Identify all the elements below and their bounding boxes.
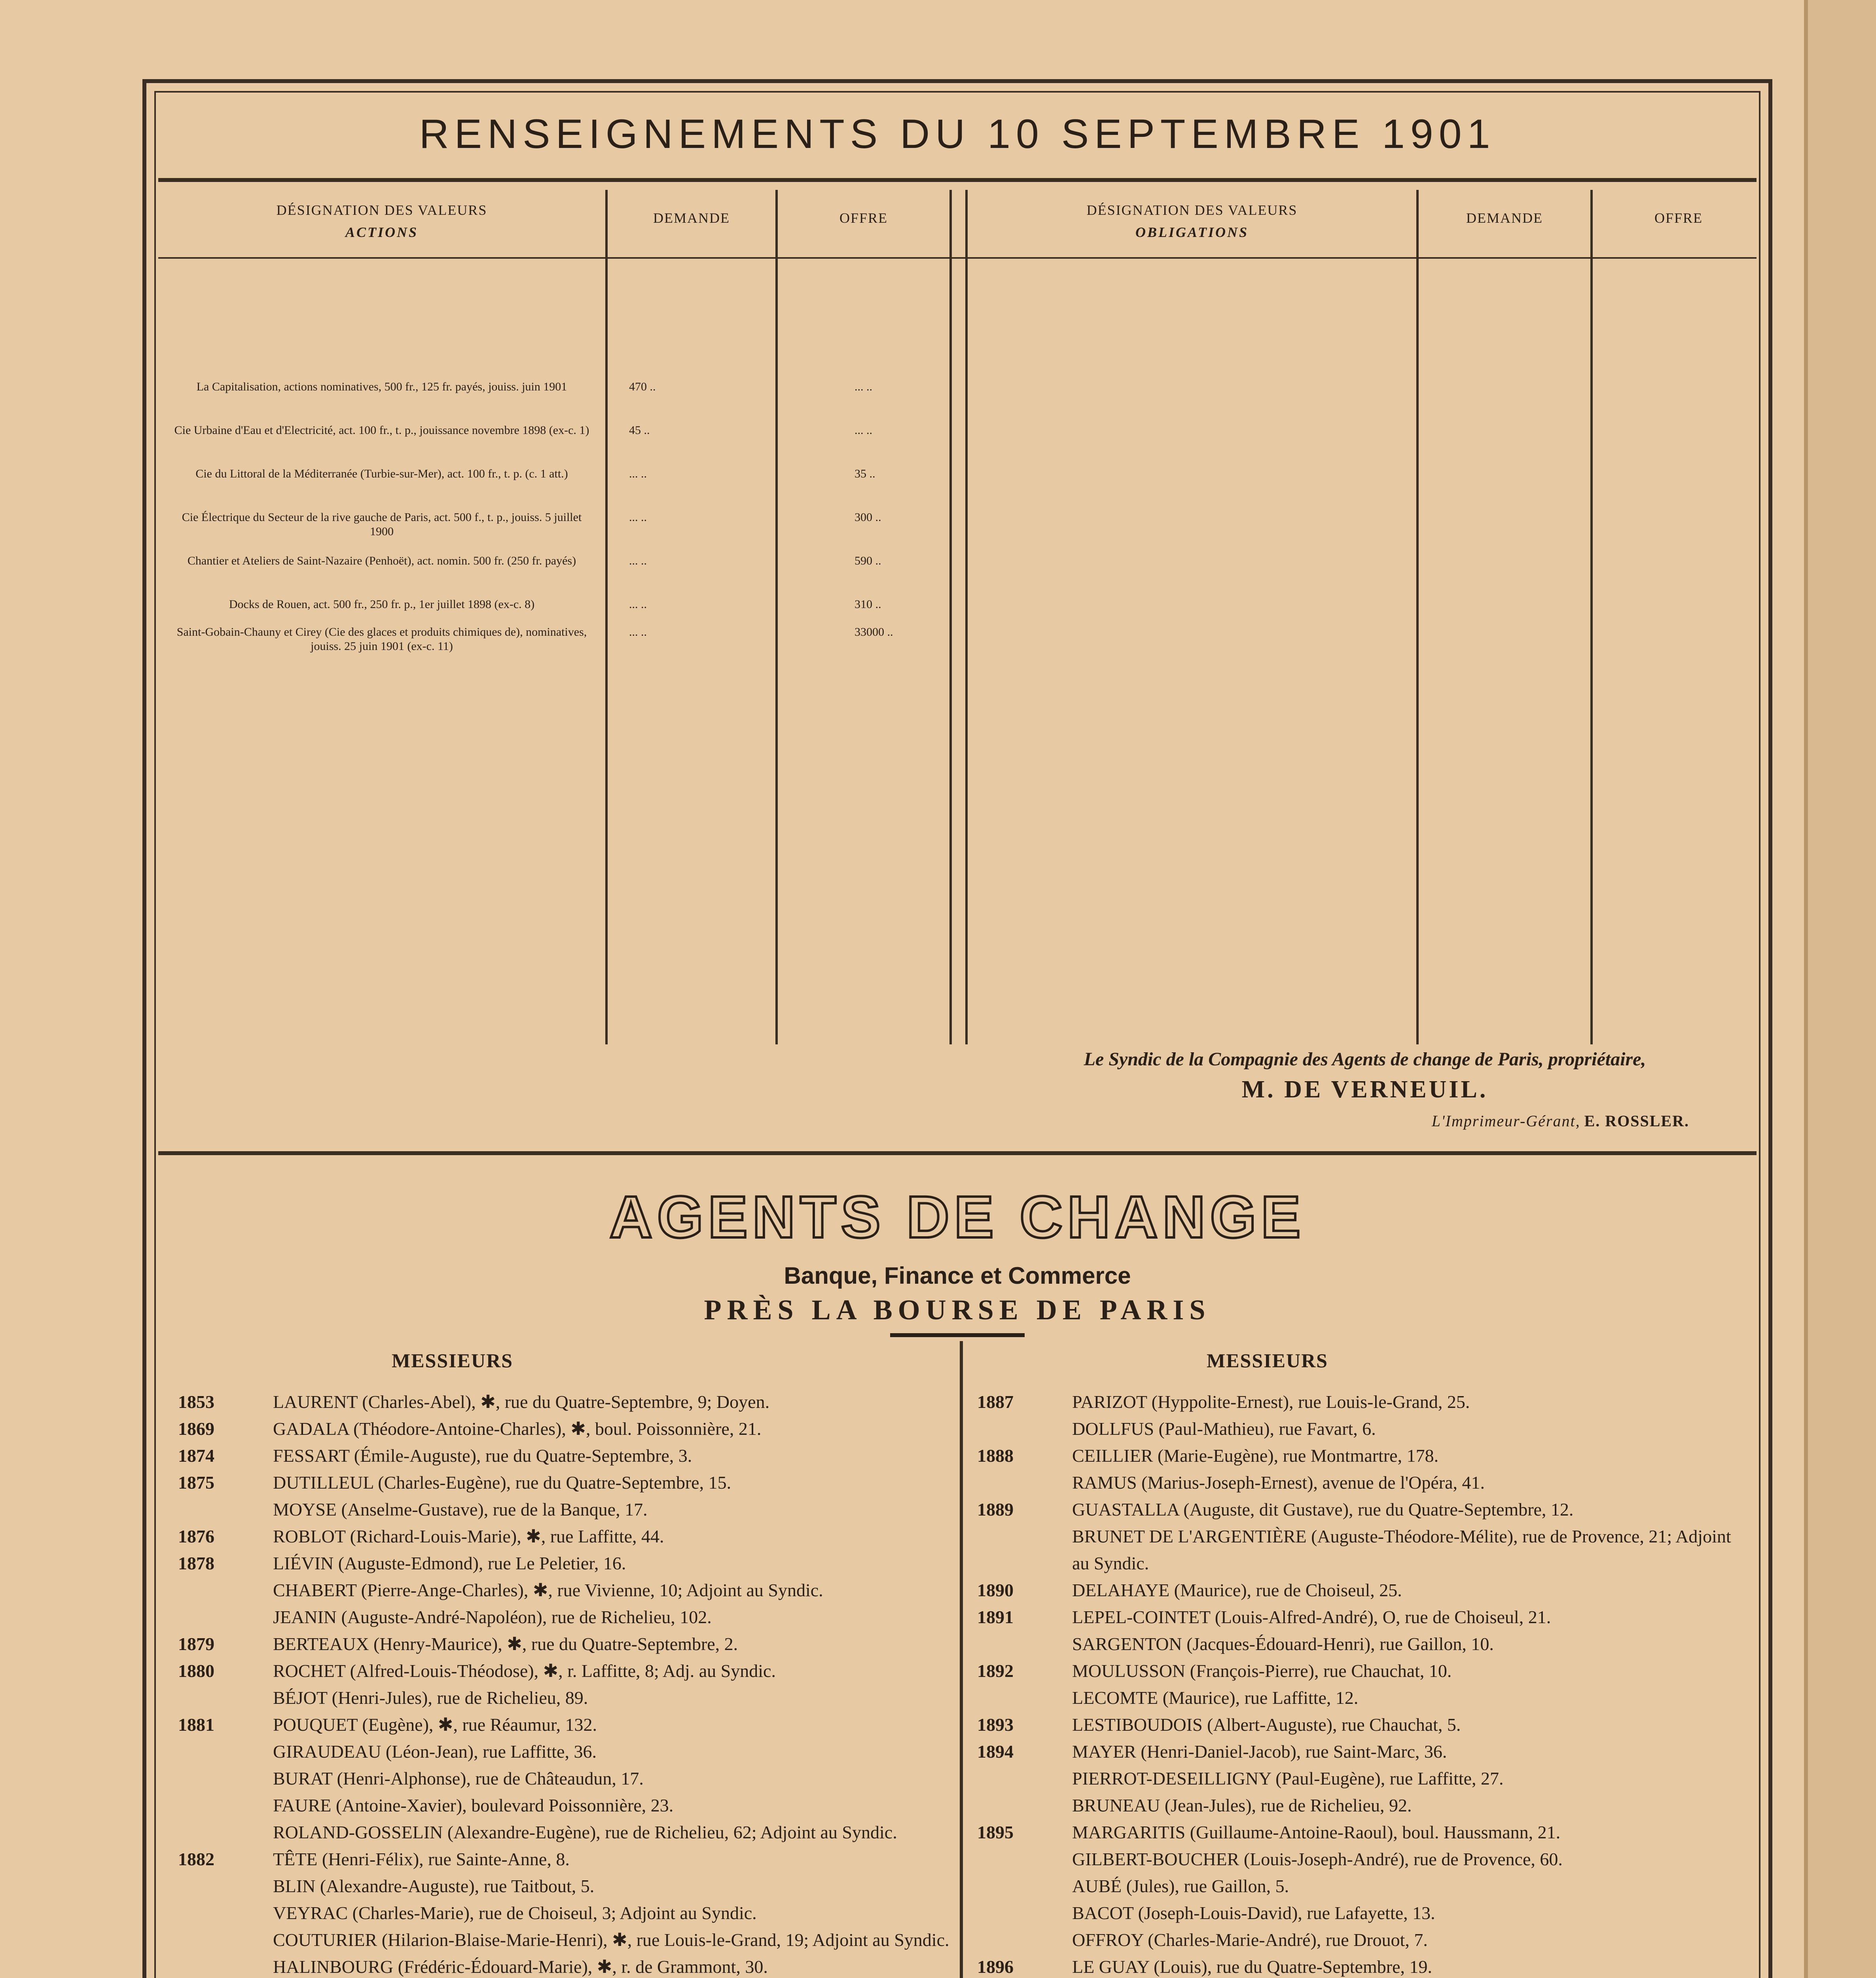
right-designation-header: DÉSIGNATION DES VALEURS OBLIGATIONS bbox=[1086, 202, 1298, 240]
list-item bbox=[977, 1846, 1753, 1873]
entry-year bbox=[178, 1684, 273, 1711]
entry-year: 1895 bbox=[977, 1822, 1014, 1842]
ornament-rule bbox=[890, 1333, 1025, 1337]
document-sheet bbox=[142, 79, 1772, 1978]
syndic-signature: Le Syndic de la Compagnie des Agents de change de Paris, propriétaire, M. DE VERNEUIL. bbox=[1084, 1049, 1646, 1103]
list-item bbox=[178, 1389, 953, 1415]
entry-year bbox=[178, 1765, 273, 1792]
entry-year bbox=[977, 1927, 1072, 1953]
messieurs-left: MESSIEURS bbox=[392, 1349, 513, 1372]
entry-text: BLIN (Alexandre-Auguste), rue Taitbout, 5. bbox=[273, 1876, 595, 1896]
list-item bbox=[977, 1819, 1753, 1846]
column-divider bbox=[775, 190, 778, 1044]
entry-year bbox=[977, 1846, 1072, 1873]
list-item bbox=[977, 1631, 1753, 1658]
entry-text: POUQUET (Eugène), ✱, rue Réaumur, 132. bbox=[273, 1715, 597, 1735]
entry-year: 1881 bbox=[178, 1715, 214, 1735]
entry-year bbox=[178, 1604, 273, 1631]
left-demande-header: DEMANDE bbox=[653, 210, 730, 226]
list-item bbox=[977, 1927, 1753, 1953]
list-item bbox=[178, 1873, 953, 1900]
entry-year: 1876 bbox=[178, 1526, 214, 1546]
entry-year bbox=[178, 1738, 273, 1765]
list-item bbox=[178, 1953, 953, 1978]
right-offre-header: OFFRE bbox=[1654, 210, 1703, 226]
entry-text: BACOT (Joseph-Louis-David), rue Lafayette, 13. bbox=[1072, 1903, 1435, 1923]
list-item bbox=[977, 1577, 1753, 1604]
list-item bbox=[178, 1792, 953, 1819]
entry-text: HALINBOURG (Frédéric-Édouard-Marie), ✱, r. de Grammont, 30. bbox=[273, 1957, 768, 1977]
entry-text: GIRAUDEAU (Léon-Jean), rue Laffitte, 36. bbox=[273, 1741, 597, 1762]
entry-text: BÉJOT (Henri-Jules), rue de Richelieu, 89. bbox=[273, 1688, 588, 1708]
entry-year bbox=[977, 1900, 1072, 1927]
column-divider bbox=[965, 190, 968, 1044]
column-divider bbox=[949, 190, 952, 1044]
header-underline bbox=[158, 257, 1757, 259]
entry-year: 1878 bbox=[178, 1553, 214, 1573]
entry-text: DOLLFUS (Paul-Mathieu), rue Favart, 6. bbox=[1072, 1419, 1376, 1439]
list-item bbox=[178, 1631, 953, 1658]
entry-text: FESSART (Émile-Auguste), rue du Quatre-Septembre, 3. bbox=[273, 1446, 692, 1466]
column-divider bbox=[960, 1341, 963, 1978]
list-item bbox=[977, 1604, 1753, 1631]
column-divider bbox=[1416, 190, 1419, 1044]
list-item bbox=[178, 1496, 953, 1523]
entry-text: MOYSE (Anselme-Gustave), rue de la Banque, 17. bbox=[273, 1499, 648, 1519]
list-item bbox=[178, 1658, 953, 1684]
divider bbox=[158, 178, 1757, 182]
entry-text: COUTURIER (Hilarion-Blaise-Marie-Henri), ✱, rue Louis-le-Grand, 19; Adjoint au Syndic. bbox=[273, 1930, 949, 1950]
agents-list-left bbox=[178, 1389, 953, 1978]
entry-year bbox=[178, 1873, 273, 1900]
list-item bbox=[977, 1496, 1753, 1523]
entry-text: DELAHAYE (Maurice), rue de Choiseul, 25. bbox=[1072, 1580, 1402, 1600]
list-item bbox=[178, 1819, 953, 1846]
entry-year bbox=[977, 1792, 1072, 1819]
entry-text: MAYER (Henri-Daniel-Jacob), rue Saint-Marc, 36. bbox=[1072, 1741, 1447, 1762]
entry-text: LESTIBOUDOIS (Albert-Auguste), rue Chauchat, 5. bbox=[1072, 1715, 1461, 1735]
entry-year: 1887 bbox=[977, 1392, 1014, 1412]
list-item bbox=[977, 1442, 1753, 1469]
entry-year: 1880 bbox=[178, 1661, 214, 1681]
list-item bbox=[178, 1765, 953, 1792]
list-item bbox=[977, 1684, 1753, 1711]
entry-text: FAURE (Antoine-Xavier), boulevard Poissonnière, 23. bbox=[273, 1795, 674, 1815]
list-item bbox=[178, 1684, 953, 1711]
entry-year: 1890 bbox=[977, 1580, 1014, 1600]
list-item bbox=[977, 1469, 1753, 1496]
entry-year bbox=[977, 1765, 1072, 1792]
entry-year bbox=[977, 1469, 1072, 1496]
divider bbox=[158, 1151, 1757, 1155]
entry-text: ROLAND-GOSSELIN (Alexandre-Eugène), rue de Richelieu, 62; Adjoint au Syndic. bbox=[273, 1822, 897, 1842]
page-title: RENSEIGNEMENTS DU 10 SEPTEMBRE 1901 bbox=[419, 111, 1496, 157]
left-designation-header: DÉSIGNATION DES VALEURS ACTIONS bbox=[276, 202, 487, 240]
messieurs-right: MESSIEURS bbox=[1207, 1349, 1328, 1372]
entry-text: BRUNEAU (Jean-Jules), rue de Richelieu, 92. bbox=[1072, 1795, 1412, 1815]
entry-text: RAMUS (Marius-Joseph-Ernest), avenue de l'Opéra, 41. bbox=[1072, 1472, 1485, 1493]
entry-text: VEYRAC (Charles-Marie), rue de Choiseul, 3; Adjoint au Syndic. bbox=[273, 1903, 757, 1923]
list-item bbox=[178, 1415, 953, 1442]
entry-text: MOULUSSON (François-Pierre), rue Chauchat, 10. bbox=[1072, 1661, 1452, 1681]
entry-year bbox=[977, 1684, 1072, 1711]
entry-year: 1896 bbox=[977, 1957, 1014, 1977]
entry-year: 1893 bbox=[977, 1715, 1014, 1735]
list-item bbox=[977, 1765, 1753, 1792]
list-item bbox=[977, 1873, 1753, 1900]
entry-text: BRUNET DE L'ARGENTIÈRE (Auguste-Théodore-Mélite), rue de Provence, 21; Adjoint au Syndic. bbox=[1072, 1526, 1731, 1573]
entry-text: BURAT (Henri-Alphonse), rue de Châteaudun, 17. bbox=[273, 1768, 644, 1789]
column-divider bbox=[605, 190, 608, 1044]
entry-year bbox=[977, 1631, 1072, 1658]
entry-year: 1874 bbox=[178, 1446, 214, 1466]
entry-year bbox=[178, 1496, 273, 1523]
entry-text: MARGARITIS (Guillaume-Antoine-Raoul), boul. Haussmann, 21. bbox=[1072, 1822, 1561, 1842]
entry-text: JEANIN (Auguste-André-Napoléon), rue de Richelieu, 102. bbox=[273, 1607, 712, 1627]
list-item bbox=[178, 1711, 953, 1738]
quotes-table: DÉSIGNATION DES VALEURS ACTIONS DEMANDE OFFRE DÉSIGNATION DES VALEURS OBLIGATIONS DEMANDE OFFRE La Capitalisation, actions nominatives, 500 fr., 125 fr. payés, jouiss. juin 1901 470 .. ... .. Cie Urbaine d'Eau et d'Electricité, act. 100 fr., t. p., jouissance novembre 1898 (ex-c. 1) 45 .. ... .. Cie du Littoral de la Méditerranée (Turbie-sur-Mer), act. 100 fr., t. p. (c. 1 att.) ... .. 35 .. Cie Électrique du Secteur de la rive gauche de Paris, act. 500 f., t. p., jouiss. 5 juillet 1900 ... .. 300 .. Chantier et Ateliers de Saint-Nazaire (Penhoët), act. nomin. 500 fr. (250 fr. payés) ... .. 590 .. Docks de Rouen, act. 500 fr., 250 fr. p., 1er juillet 1898 (ex-c. 8) ... .. 310 .. Saint-Gobain-Chauny et Cirey (Cie des glaces et produits chimiques de), nominatives, jouiss. 25 juin 1901 (ex-c. 11) ... .. 33000 .. bbox=[158, 190, 1757, 1044]
agents-subtitle-bourse: PRÈS LA BOURSE DE PARIS bbox=[704, 1294, 1211, 1326]
entry-year: 1888 bbox=[977, 1446, 1014, 1466]
entry-text: PIERROT-DESEILLIGNY (Paul-Eugène), rue Laffitte, 27. bbox=[1072, 1768, 1504, 1789]
entry-text: LE GUAY (Louis), rue du Quatre-Septembre, 19. bbox=[1072, 1957, 1432, 1977]
entry-year: 1892 bbox=[977, 1661, 1014, 1681]
entry-year bbox=[178, 1792, 273, 1819]
list-item bbox=[178, 1604, 953, 1631]
list-item bbox=[178, 1469, 953, 1496]
entry-year: 1894 bbox=[977, 1741, 1014, 1762]
entry-year bbox=[178, 1819, 273, 1846]
list-item bbox=[178, 1550, 953, 1577]
imprimeur-gerant: L'Imprimeur-Gérant, E. ROSSLER. bbox=[1431, 1112, 1689, 1130]
entry-text: LAURENT (Charles-Abel), ✱, rue du Quatre-Septembre, 9; Doyen. bbox=[273, 1392, 770, 1412]
list-item bbox=[977, 1792, 1753, 1819]
entry-year bbox=[977, 1523, 1072, 1577]
list-item bbox=[178, 1577, 953, 1604]
agents-subtitle: Banque, Finance et Commerce bbox=[784, 1262, 1131, 1289]
left-offre-header: OFFRE bbox=[839, 210, 888, 226]
agents-title: AGENTS DE CHANGE bbox=[609, 1184, 1306, 1250]
entry-text: OFFROY (Charles-Marie-André), rue Drouot, 7. bbox=[1072, 1930, 1428, 1950]
entry-text: LIÉVIN (Auguste-Edmond), rue Le Peletier, 16. bbox=[273, 1553, 626, 1573]
entry-text: DUTILLEUL (Charles-Eugène), rue du Quatre-Septembre, 15. bbox=[273, 1472, 731, 1493]
list-item bbox=[977, 1900, 1753, 1927]
list-item bbox=[977, 1389, 1753, 1415]
agents-list-right bbox=[977, 1389, 1753, 1978]
entry-text: CHABERT (Pierre-Ange-Charles), ✱, rue Vivienne, 10; Adjoint au Syndic. bbox=[273, 1580, 823, 1600]
list-item bbox=[977, 1953, 1753, 1978]
entry-text: LEPEL-COINTET (Louis-Alfred-André), O, rue de Choiseul, 21. bbox=[1072, 1607, 1551, 1627]
list-item bbox=[178, 1523, 953, 1550]
entry-text: CEILLIER (Marie-Eugène), rue Montmartre, 178. bbox=[1072, 1446, 1439, 1466]
list-item bbox=[178, 1927, 953, 1953]
adjacent-page-edge bbox=[1804, 0, 1876, 1978]
entry-text: ROBLOT (Richard-Louis-Marie), ✱, rue Laffitte, 44. bbox=[273, 1526, 664, 1546]
list-item bbox=[178, 1900, 953, 1927]
entry-text: BERTEAUX (Henry-Maurice), ✱, rue du Quatre-Septembre, 2. bbox=[273, 1634, 738, 1654]
entry-text: SARGENTON (Jacques-Édouard-Henri), rue Gaillon, 10. bbox=[1072, 1634, 1494, 1654]
entry-text: GILBERT-BOUCHER (Louis-Joseph-André), rue de Provence, 60. bbox=[1072, 1849, 1563, 1869]
entry-year bbox=[178, 1577, 273, 1604]
list-item bbox=[977, 1738, 1753, 1765]
entry-text: GUASTALLA (Auguste, dit Gustave), rue du Quatre-Septembre, 12. bbox=[1072, 1499, 1574, 1519]
right-demande-header: DEMANDE bbox=[1466, 210, 1543, 226]
entry-year: 1889 bbox=[977, 1499, 1014, 1519]
entry-text: PARIZOT (Hyppolite-Ernest), rue Louis-le-Grand, 25. bbox=[1072, 1392, 1470, 1412]
list-item bbox=[178, 1846, 953, 1873]
entry-year: 1879 bbox=[178, 1634, 214, 1654]
entry-year bbox=[977, 1415, 1072, 1442]
entry-year: 1875 bbox=[178, 1472, 214, 1493]
list-item bbox=[977, 1658, 1753, 1684]
column-divider bbox=[1590, 190, 1593, 1044]
entry-text: ROCHET (Alfred-Louis-Théodose), ✱, r. Laffitte, 8; Adj. au Syndic. bbox=[273, 1661, 776, 1681]
entry-year bbox=[178, 1927, 273, 1953]
list-item bbox=[977, 1711, 1753, 1738]
entry-text: LECOMTE (Maurice), rue Laffitte, 12. bbox=[1072, 1688, 1359, 1708]
entry-year bbox=[178, 1900, 273, 1927]
list-item bbox=[977, 1523, 1753, 1577]
list-item bbox=[178, 1442, 953, 1469]
entry-year: 1891 bbox=[977, 1607, 1014, 1627]
entry-text: TÊTE (Henri-Félix), rue Sainte-Anne, 8. bbox=[273, 1849, 570, 1869]
entry-year: 1882 bbox=[178, 1849, 214, 1869]
entry-year: 1853 bbox=[178, 1392, 214, 1412]
list-item bbox=[178, 1738, 953, 1765]
entry-year: 1869 bbox=[178, 1419, 214, 1439]
entry-text: GADALA (Théodore-Antoine-Charles), ✱, boul. Poissonnière, 21. bbox=[273, 1419, 762, 1439]
entry-year bbox=[977, 1873, 1072, 1900]
entry-year bbox=[178, 1953, 273, 1978]
entry-text: AUBÉ (Jules), rue Gaillon, 5. bbox=[1072, 1876, 1289, 1896]
list-item bbox=[977, 1415, 1753, 1442]
